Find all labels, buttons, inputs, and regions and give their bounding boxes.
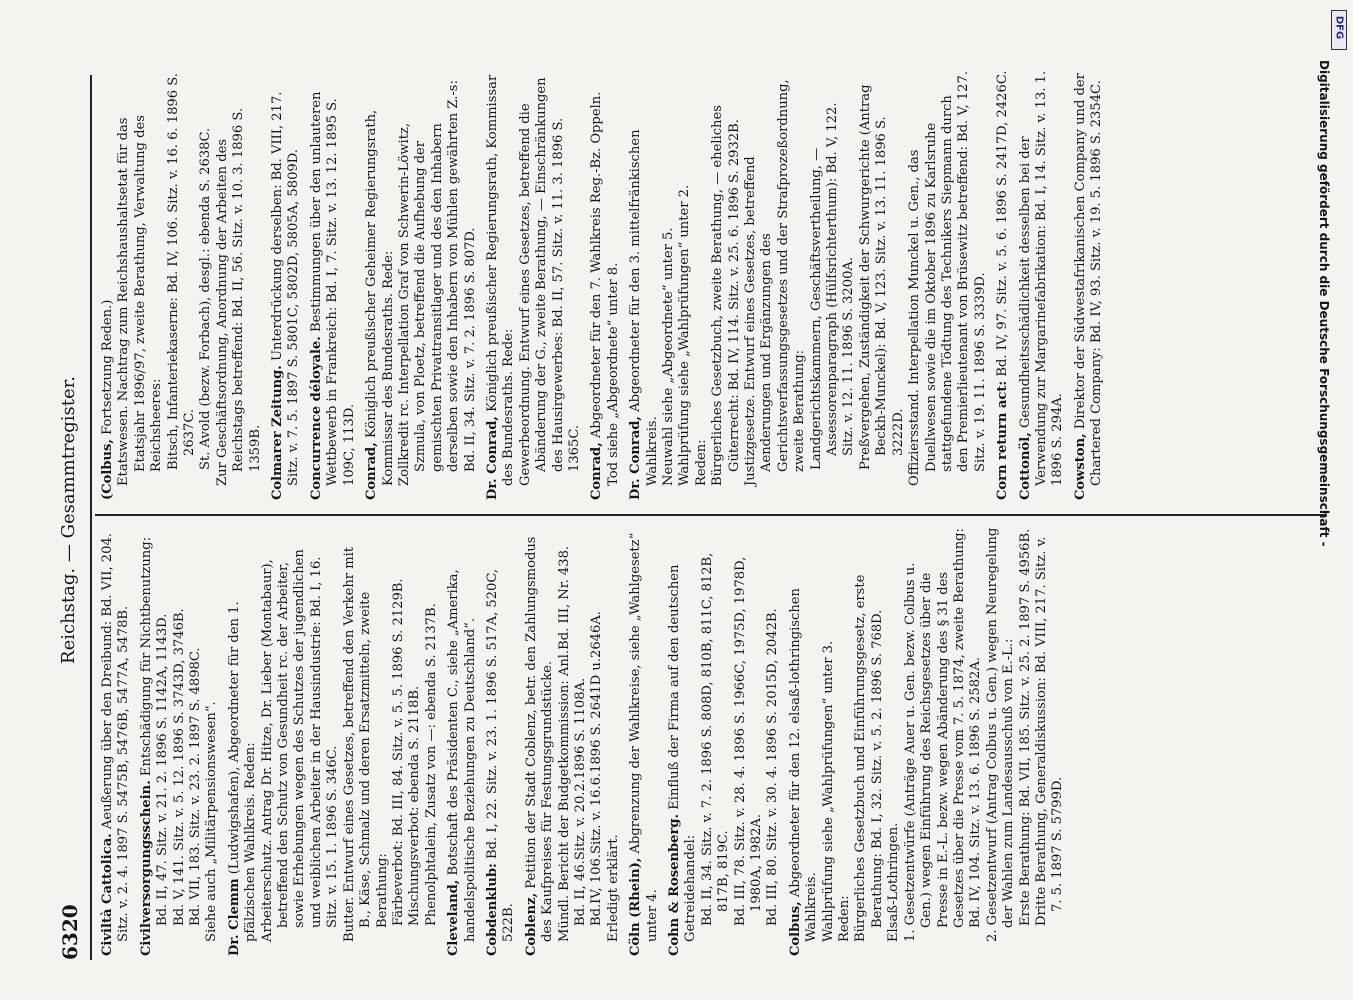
- entry-heading: Conrad,: [364, 442, 380, 500]
- index-entry: [485, 70, 583, 500]
- entry-line: [155, 526, 171, 956]
- entry-line: [172, 526, 188, 956]
- entry-line: [557, 526, 573, 956]
- entry-text: Bürgerliches Gesetzbuch und Einführungsgesetz, erste Berathung: Bd. I, 32. Sitz. v. 5. 2. 1896 S. 768D.: [853, 574, 885, 942]
- entry-line: [788, 526, 821, 956]
- entry-line: [858, 70, 907, 500]
- entry-text: Petition der Stadt Coblenz, betr. den Zahlungsmodus des Kaufpreises für Festungsgrundstücke.: [523, 536, 556, 942]
- entry-line: [204, 526, 220, 956]
- header-rule: [90, 75, 92, 960]
- entry-line: [985, 526, 1018, 956]
- page-header: [58, 80, 86, 960]
- entry-text: Abgeordneter für den 7. Wahlkreis Reg.-Bz. Oppeln.: [589, 91, 605, 439]
- entry-text: St. Avold (bezw. Forbach), desgl.: ebenda S. 2638C.: [198, 127, 214, 470]
- entry-line: [260, 526, 342, 956]
- entry-text: Arbeiterschutz. Antrag Dr. Hitze, Dr. Lieber (Montabaur), betreffend den Schutz von Gesundheit rc. der Arbeiter, sowie Erhebungen wegen des Schutzes der jugendlichen und weiblichen Arbeiter in der Hausindustrie: Bd. I, 16. Sitz. v. 15. 1. 1896 S. 346C.: [259, 549, 341, 942]
- entry-heading: Coblenz,: [523, 892, 539, 956]
- entry-line: [837, 526, 853, 956]
- entry-text: Neuwahl siehe „Abgeordnete“ unter 5.: [661, 227, 676, 486]
- entry-text: Aeußerung über den Dreibund: Bd. VII, 204. Sitz. v. 2. 4. 1897 S. 5475B, 5476B, 5477A, 5478B.: [100, 533, 132, 942]
- index-entry: [364, 70, 479, 500]
- entry-heading: Dr. Clemm: [226, 878, 242, 956]
- entry-line: [606, 526, 622, 956]
- entry-line: [524, 526, 557, 956]
- entry-text: Mischungsverbot: ebenda S. 2118B.: [407, 685, 423, 926]
- entry-heading: Colbus,: [787, 901, 803, 956]
- entry-heading: Civilversorgungsschein.: [138, 780, 154, 956]
- entry-text: Botschaft des Präsidenten C., siehe „Amerika, handelspolitische Beziehungen zu Deutschland“.: [446, 569, 478, 942]
- index-entry: [628, 70, 989, 500]
- entry-line: [821, 526, 837, 956]
- entry-line: [700, 526, 733, 956]
- entry-text: Königlich preußischer Regierungsrath, Kommissar des Bundesraths. Rede:: [484, 74, 517, 486]
- dfg-logo-text: DFG: [1333, 15, 1345, 40]
- entry-line: [342, 526, 391, 956]
- entry-line: [694, 70, 710, 500]
- entry-text: Abgeordneter für den 3. mittelfränkischen Wahlkreis.: [628, 129, 660, 486]
- entry-line: [853, 526, 886, 956]
- entry-text: Butter. Entwurf eines Gesetzes, betreffend den Verkehr mit B., Käse, Schmalz und deren Ersatzmitteln, zweite Berathung:: [341, 546, 390, 942]
- entry-heading: Civiltà Cattolica.: [100, 833, 115, 956]
- entry-heading: Conrad,: [589, 442, 605, 500]
- entry-line: [397, 70, 479, 500]
- index-entry: [100, 526, 133, 956]
- entry-text: Bd. IV, 97. Sitz. v. 5. 6. 1896 S. 2417D, 2426C.: [995, 70, 1011, 377]
- index-entry: [139, 526, 221, 956]
- entry-text: Reden:: [693, 439, 709, 486]
- entry-text: Erste Berathung: Bd. VII, 185. Sitz. v. 25. 2. 1897 S. 4956B.: [1017, 528, 1033, 926]
- index-entry: [1018, 70, 1067, 500]
- left-column: [100, 526, 1073, 956]
- entry-text: Mündl. Bericht der Budgetkommission: Anl.Bd. III, Nr. 438.: [556, 545, 572, 942]
- entry-heading: Cohn & Rosenberg.: [667, 813, 682, 956]
- entry-heading: Cottonöl,: [1017, 432, 1033, 500]
- entry-heading: Colmarer Zeitung.: [270, 365, 286, 500]
- entry-line: [116, 70, 165, 500]
- entry-text: Einfluß der Firma auf den deutschen Getreidehandel:: [667, 564, 699, 942]
- index-entry: [100, 70, 264, 500]
- entry-line: [485, 70, 518, 500]
- entry-text: Bd. III, 78. Sitz. v. 28. 4. 1896 S. 1966C, 1975D, 1978D, 1980A, 1982A.: [732, 556, 765, 926]
- entry-text: Bd. II, 34. Sitz. v. 7. 2. 1896 S. 808D, 810B, 811C, 812B, 817B, 819C.: [699, 552, 732, 926]
- entry-text: Bd. III, 80. Sitz. v. 30. 4. 1896 S. 2015D, 2042B.: [765, 608, 781, 926]
- entry-text: 1. Gesetzentwürfe (Anträge Auer u. Gen. bezw. Colbus u. Gen.) wegen Einführung des Reichsgesetzes über die Presse in E.-L. bezw. wegen Abänderung des § 31 des Gesetzes über die Presse vom 7. 5. 1874, zweite Berathung: Bd. IV, 104. Sitz. v. 13. 6. 1896 S. 2582A.: [902, 528, 984, 942]
- entry-line: [710, 70, 743, 500]
- entry-text: Siehe auch „Militärpensionswesen“.: [204, 701, 220, 942]
- entry-line: [424, 526, 440, 956]
- entry-text: Tod siehe „Abgeordnete“ unter 8.: [605, 262, 621, 486]
- entry-text: 2. Gesetzentwurf (Antrag Colbus u. Gen.) wegen Neuregelung der Wahlen zum Landesausschuß von E.-L.:: [984, 527, 1017, 942]
- entry-line: [188, 526, 204, 956]
- entry-line: [995, 70, 1011, 500]
- entry-line: [733, 526, 766, 956]
- entry-heading: Cowston,: [1072, 433, 1088, 500]
- entry-text: Direktor der Südwestafrikanischen Company und der Chartered Company: Bd. IV, 93. Sitz. v. 19. 5. 1896 S. 2354C.: [1072, 73, 1105, 486]
- entry-heading: Cöln (Rhein),: [628, 857, 644, 956]
- entry-line: [573, 526, 589, 956]
- entry-line: [606, 70, 622, 500]
- entry-line: [809, 70, 858, 500]
- entry-line: [907, 70, 989, 500]
- entry-line: [628, 70, 661, 500]
- entry-text: Fortsetzung Reden.): [100, 299, 115, 435]
- entry-text: Gesundheitsschädlichkeit desselben bei der Verwendung zur Margarinefabrikation: Bd. I, 14. Sitz. v. 13. 1. 1896 S. 294A.: [1017, 70, 1066, 486]
- entry-text: Erledigt erklärt.: [605, 834, 621, 942]
- entry-line: [661, 70, 677, 500]
- entry-line: [100, 526, 133, 956]
- entry-line: [886, 526, 902, 956]
- entry-text: Preßvergehen, Zuständigkeit der Schwurgerichte (Antrag Beckh-Munckel): Bd. V, 123. Sitz. v. 13. 11. 1896 S. 3222D.: [857, 84, 906, 470]
- entry-text: Unterdrückung derselben: Bd. VIII, 217. Sitz. v. 7. 5. 1897 S. 5801C, 5802D, 5805A, 5809D.: [270, 91, 302, 486]
- right-column: [100, 70, 1112, 500]
- entry-heading: Dr. Conrad,: [628, 416, 644, 500]
- entry-line: [166, 70, 199, 500]
- entry-line: [270, 70, 303, 500]
- index-entry: [628, 526, 661, 956]
- entry-line: [391, 526, 407, 956]
- entry-text: Bürgerliches Gesetzbuch, zweite Berathung, — eheliches Güterrecht: Bd. IV, 114. Sitz. v. 25. 6. 1896 S. 2932B.: [710, 105, 742, 486]
- digitization-note: Digitalisierung gefördert durch die Deutsche Forschungsgemeinschaft -: [1317, 60, 1331, 547]
- entry-text: Zur Geschäftsordnung, Anordnung der Arbeiten des Reichstags betreffend: Bd. II, 56. Sitz. v. 10. 3. 1896 S. 1359B.: [214, 107, 263, 486]
- entry-line: [743, 70, 809, 500]
- entry-text: Bd. II, 47. Sitz. v. 21. 2. 1896 S. 1142A, 1143D.: [155, 613, 171, 926]
- index-entry: [1073, 70, 1106, 500]
- entry-text: Bitsch, Infanteriekaserne: Bd. IV, 106. Sitz. v. 16. 6. 1896 S. 2637C.: [165, 73, 198, 470]
- entry-text: Färbeverbot: Bd. III, 84. Sitz. v. 5. 5. 1896 S. 2129B.: [390, 578, 406, 926]
- entry-text: Etatswesen. Nachtrag zum Reichshaushaltsetat für das Etatsjahr 1896/97, zweite Berathung, Verwaltung des Reichsheeres:: [116, 115, 165, 486]
- entry-text: Wahlprüfung siehe „Wahlprüfungen“ unter 3.: [820, 640, 836, 942]
- entry-line: [100, 70, 116, 500]
- entry-line: [903, 526, 985, 956]
- index-entry: [589, 70, 622, 500]
- entry-line: [227, 526, 260, 956]
- entry-text: Bd.IV, 106.Sitz. v. 16.6.1896 S. 2641D u.2646A.: [589, 611, 605, 926]
- entry-line: [589, 70, 605, 500]
- index-entry: [309, 70, 358, 500]
- index-entry: [446, 526, 479, 956]
- entry-line: [139, 526, 155, 956]
- index-entry: [524, 526, 622, 956]
- entry-heading: Cleveland,: [446, 879, 462, 956]
- index-entry: [227, 526, 440, 956]
- entry-heading: Corn return act:: [995, 380, 1011, 500]
- entry-text: (Ludwigshafen), Abgeordneter für den 1. pfälzischen Wahlkreis. Reden:: [226, 601, 259, 942]
- entry-line: [1018, 70, 1067, 500]
- index-entry: [270, 70, 303, 500]
- entry-text: Bd. I, 22. Sitz. v. 23. 1. 1896 S. 517A, 520C, 522B.: [484, 568, 517, 942]
- entry-line: [1073, 70, 1106, 500]
- page-title: Reichstag. — Gesammtregister.: [58, 376, 79, 664]
- entry-heading: Concurrence déloyale.: [308, 336, 324, 500]
- entry-heading: Cobdenklub:: [484, 863, 500, 956]
- entry-heading: Dr. Conrad,: [484, 416, 500, 500]
- entry-heading: (Colbus,: [100, 439, 115, 500]
- index-entry: [788, 526, 1067, 956]
- entry-line: [589, 526, 605, 956]
- entry-line: [309, 70, 358, 500]
- entry-text: Bd. II, 46.Sitz. v. 20.2.1896 S. 1108A.: [572, 677, 588, 926]
- entry-text: Dritte Berathung, Generaldiskussion: Bd. VIII, 217. Sitz. v. 7. 5. 1897 S. 5799D.: [1033, 536, 1066, 926]
- entry-line: [518, 70, 584, 500]
- dfg-logo: [1325, 10, 1351, 50]
- entry-line: [765, 526, 781, 956]
- entry-text: Abgeordneter für den 12. elsaß-lothringischen Wahlkreis.: [787, 588, 820, 942]
- index-entry: [995, 70, 1011, 500]
- entry-line: [364, 70, 397, 500]
- index-entry: [667, 526, 782, 956]
- entry-line: [446, 526, 479, 956]
- entry-line: [198, 70, 214, 500]
- entry-text: Abgrenzung der Wahlkreise, siehe „Wahlgesetz“ unter 4.: [628, 532, 660, 942]
- column-divider: [95, 514, 1325, 516]
- entry-line: [1018, 526, 1034, 956]
- entry-text: Elsaß-Lothringen.: [886, 822, 902, 942]
- entry-line: [485, 526, 518, 956]
- entry-line: [677, 70, 693, 500]
- entry-text: Landgerichtskammern, Geschäftsvertheilung, — Assessorenparagraph (Hülfsrichterthum): Bd. V, 122. Sitz. v. 12. 11. 1896 S. 3200A.: [808, 102, 857, 470]
- entry-text: Bestimmungen über den unlauteren Wettbewerb in Frankreich: Bd. I, 7. Sitz. v. 13. 12. 1895 S. 109C, 113D.: [308, 91, 357, 486]
- entry-text: Wahlprüfung siehe „Wahlprüfungen“ unter 2.: [677, 184, 693, 486]
- entry-line: [215, 70, 264, 500]
- entry-line: [1034, 526, 1067, 956]
- entry-text: Justizgesetze. Entwurf eines Gesetzes, betreffend Aenderungen und Ergänzungen des Gerichtsverfassungsgesetzes und der Strafprozeßordnung, zweite Berathung:: [743, 79, 808, 486]
- entry-line: [667, 526, 700, 956]
- entry-text: Reden:: [837, 895, 853, 942]
- entry-text: Phenolphtalein, Zusatz von —: ebenda S. 2137B.: [423, 603, 439, 926]
- entry-text: Zollkredit rc. Interpellation Graf von Schwerin-Löwitz, Szmula, von Ploetz, betreffend die Aufhebung der gemischten Privattransitlager und des den Inhabern derselben sowie den Inhabern von Mühlen gewährten Z.-s: Bd. II, 34. Sitz. v. 7. 2. 1896 S. 807D.: [396, 80, 478, 486]
- entry-text: Gewerbeordnung. Entwurf eines Gesetzes, betreffend die Abänderung der G., zweite Berathung, — Einschränkungen des Hausirgewerbes: Bd. II, 57. Sitz. v. 11. 3. 1896 S. 1365C.: [517, 77, 582, 486]
- entry-text: Entschädigung für Nichtbenutzung:: [138, 536, 154, 777]
- entry-line: [628, 526, 661, 956]
- entry-line: [407, 526, 423, 956]
- entry-text: Königlich preußischer Geheimer Regierungsrath, Kommissar des Bundesraths. Rede:: [364, 109, 396, 486]
- entry-text: Offiziersstand. Interpellation Munckel u. Gen., das Duellwesen sowie die im Oktober 1896 zu Karlsruhe stattgefundene Tödtung des Technikers Siepmann durch den Premierlieutenant von Brüsewitz betreffend: Bd. V, 127. Sitz. v. 19. 11. 1896 S. 3339D.: [907, 70, 988, 486]
- index-entry: [485, 526, 518, 956]
- entry-text: Bd. VII, 183. Sitz. v. 23. 2. 1897 S. 4898C.: [188, 647, 204, 926]
- page-number: 6320: [58, 904, 82, 960]
- entry-text: Bd. V, 141. Sitz. v. 5. 12. 1896 S. 3743D, 3746B.: [171, 608, 187, 926]
